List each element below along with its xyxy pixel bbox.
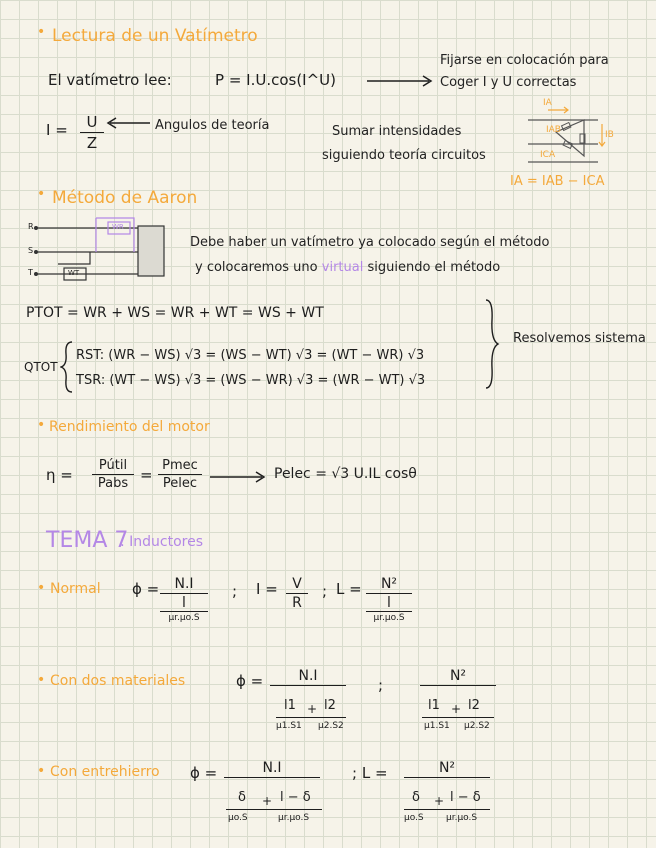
eta-num-2: Pmec [158, 458, 202, 475]
colocaremos-text: y colocaremos uno [195, 260, 318, 275]
phi-sub: μr.μo.S [168, 613, 200, 623]
bullet-dot: • [37, 763, 46, 779]
eta-den-1: Pabs [97, 476, 129, 491]
l-sub: μr.μo.S [373, 613, 405, 623]
l-entre-fraction [404, 760, 490, 778]
fraction-bar [276, 717, 346, 718]
equals-sign: = [140, 466, 153, 484]
line-label-s: S [28, 246, 34, 255]
tema-title: TEMA 7 [46, 528, 129, 553]
phi-entre-num: N.I [224, 760, 320, 778]
plus-sign: + [307, 702, 318, 716]
wattmeter-wr-label: WR [112, 223, 124, 231]
l-fraction [366, 576, 412, 623]
l-dos-fraction [420, 668, 496, 686]
circuit-label-ib: IB [605, 130, 614, 140]
sub-2: μ2.S2 [318, 721, 344, 731]
fraction-bar [404, 809, 490, 810]
debe-line2-a [195, 260, 500, 275]
eta-num-1: Pútil [92, 458, 134, 475]
eta-den-2: Pelec [162, 476, 198, 491]
i-eq-lhs: I = [46, 121, 68, 139]
tema-subtitle: : Inductores [120, 534, 204, 550]
line-label-t: T [28, 268, 33, 277]
separator: ; L = [352, 764, 388, 782]
angulos-note: Angulos de teoría [155, 118, 270, 133]
term-delta: δ [238, 790, 246, 805]
term-l1: l1 [284, 698, 296, 713]
tsr-equation: TSR: (WT − WS) √3 = (WS − WR) √3 = (WR − WT) √3 [76, 373, 426, 388]
bullet-dot: • [37, 417, 46, 433]
term-l2: l2 [324, 698, 336, 713]
phi-den: l [160, 594, 208, 612]
vatimetro-lee-text: El vatímetro lee: [48, 71, 172, 89]
sub-2: μr.μo.S [446, 813, 478, 823]
rst-equation: RST: (WR − WS) √3 = (WS − WT) √3 = (WT − WR) √3 [76, 348, 425, 363]
term-l1: l1 [428, 698, 440, 713]
debe-haber-text: Debe haber un vatímetro ya colocado según el método [190, 235, 550, 250]
left-brace-icon [60, 340, 74, 394]
i-eq-den: Z [86, 134, 98, 152]
term-l-delta: l − δ [450, 790, 481, 805]
note-coger: Coger I y U correctas [440, 75, 577, 90]
sub-1: μ1.S1 [276, 721, 302, 731]
circuit-label-iab: IAB [546, 125, 561, 135]
phi-fraction [160, 576, 208, 623]
eta-fraction-2 [158, 458, 202, 491]
fraction-bar [422, 717, 494, 718]
l-lhs: L = [336, 580, 362, 598]
plus-sign: + [434, 794, 445, 808]
i-eq-fraction [80, 113, 104, 152]
label-entrehierro: Con entrehierro [50, 764, 160, 780]
term-l2: l2 [468, 698, 480, 713]
virtual-text: virtual [321, 260, 364, 275]
line-label-r: R [28, 222, 34, 231]
eta-fraction-1 [92, 458, 134, 491]
resolvemos-text: Resolvemos sistema [513, 331, 646, 346]
phi-dos-num: N.I [270, 668, 346, 686]
bullet-dot: • [37, 24, 46, 40]
eta-lhs: η = [46, 466, 73, 484]
sub-2: μ2.S2 [464, 721, 490, 731]
section-title-aaron: Método de Aaron [52, 188, 198, 208]
section-title-vatimetro: Lectura de un Vatímetro [52, 26, 258, 46]
separator: ; [232, 582, 238, 600]
sumar-note-2: siguiendo teoría circuitos [322, 148, 486, 163]
sub-2: μr.μo.S [278, 813, 310, 823]
sumar-note-1: Sumar intensidades [332, 124, 462, 139]
phi-dos-fraction [270, 668, 346, 686]
bullet-dot: • [37, 580, 46, 596]
i-den: R [292, 595, 302, 611]
qtot-label: QTOT [24, 360, 58, 374]
i-lhs: I = [256, 580, 278, 598]
right-brace-icon [484, 298, 500, 390]
l-dos-num: N² [420, 668, 496, 686]
ptot-equation: PTOT = WR + WS = WR + WT = WS + WT [26, 305, 324, 321]
l-entre-num: N² [404, 760, 490, 778]
phi-num: N.I [160, 576, 208, 594]
label-dos-materiales: Con dos materiales [50, 673, 186, 689]
pelec-formula: Pelec = √3 U.IL cosθ [274, 466, 417, 482]
bullet-dot: • [37, 186, 46, 202]
i-num: V [286, 576, 308, 594]
arrow-icon [208, 470, 268, 484]
power-formula: P = I.U.cos(I^U) [215, 71, 337, 89]
plus-sign: + [262, 794, 273, 808]
circuit-equation: IA = IAB − ICA [510, 174, 605, 189]
phi-lhs: ϕ = [236, 672, 264, 690]
circuit-label-ica: ICA [540, 150, 556, 160]
sub-1: μ1.S1 [424, 721, 450, 731]
section-title-rendimiento: Rendimiento del motor [49, 419, 210, 435]
plus-sign: + [451, 702, 462, 716]
sub-1: μo.S [228, 813, 248, 823]
arrow-icon [365, 74, 437, 88]
arrow-left-icon [104, 117, 152, 129]
bullet-dot: • [37, 672, 46, 688]
phi-lhs: ϕ = [132, 580, 160, 598]
sub-1: μo.S [404, 813, 424, 823]
fraction-bar [226, 809, 322, 810]
siguiendo-text: siguiendo el método [367, 260, 501, 275]
l-num: N² [366, 576, 412, 594]
phi-entre-fraction [224, 760, 320, 778]
separator: ; [378, 676, 384, 694]
i-eq-num: U [80, 113, 104, 133]
note-colocacion: Fijarse en colocación para [440, 53, 609, 68]
separator: ; [322, 582, 328, 600]
term-delta: δ [412, 790, 420, 805]
aaron-circuit-diagram [28, 212, 168, 288]
l-den: l [366, 594, 412, 612]
phi-lhs: ϕ = [190, 764, 218, 782]
wattmeter-wt-label: WT [68, 269, 80, 277]
i-fraction [286, 576, 308, 611]
term-l-delta: l − δ [280, 790, 311, 805]
label-normal: Normal [50, 581, 101, 597]
circuit-label-ia: IA [543, 98, 552, 108]
